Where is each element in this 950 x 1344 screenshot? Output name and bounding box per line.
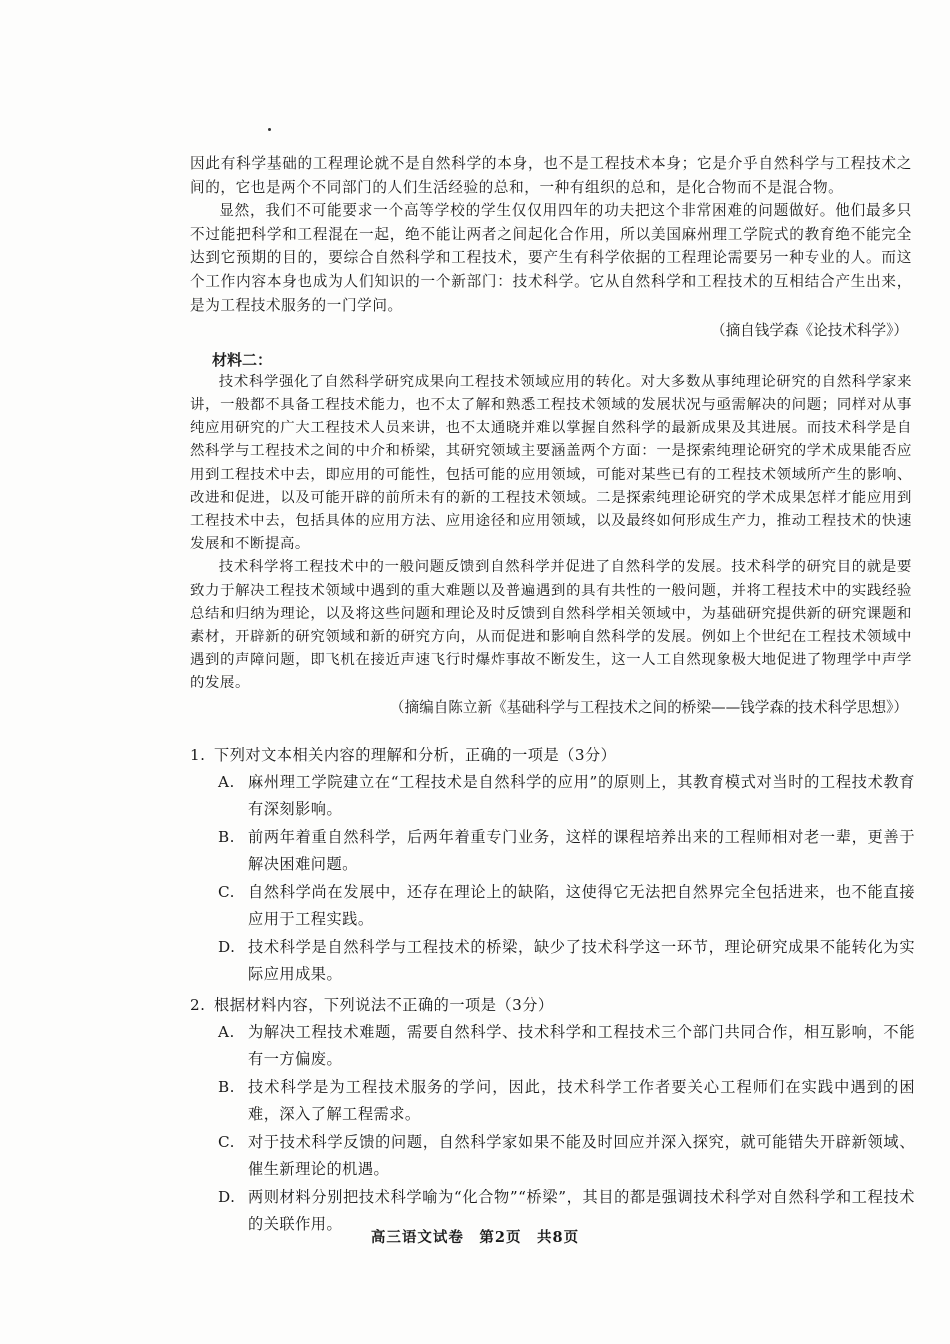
material1-paragraph-1: 因此有科学基础的工程理论就不是自然科学的本身，也不是工程技术本身；它是介乎自然科学与工程技术之间的，它也是两个不同部门的人们生活经验的总和，一种有组织的总和，是化合物而不是混合物。 [190,155,912,196]
option-d [218,934,915,988]
option-b [218,824,915,878]
option-a [218,769,915,823]
option-text: 两则材料分别把技术科学喻为“化合物”“桥梁”，其目的都是强调技术科学对自然科学和工程技术的关联作用。 [248,1188,915,1233]
option-letter: C. [218,883,235,901]
material2-heading: 材料二： [212,350,273,369]
question-number: 2. [190,996,206,1014]
page-footer: 高三语文试卷 第2页 共8页 [370,1229,580,1246]
question-text: 下列对文本相关内容的理解和分析，正确的一项是（3分） [214,746,617,764]
material1-source: （摘自钱学森《论技术科学》） [710,322,908,340]
material2-section [190,349,912,720]
scan-dot [268,128,271,131]
question-1 [190,742,915,988]
question-number: 1. [190,746,206,764]
option-letter: B. [218,828,235,846]
material2-paragraph-2: 技术科学将工程技术中的一般问题反馈到自然科学并促进了自然科学的发展。技术科学的研究目的就是要致力于解决工程技术领域中遇到的重大难题以及普遍遇到的具有共性的一般问题，并将工程技术中的实践经验总结和归纳为理论，以及将这些问题和理论及时反馈到自然科学相关领域中，为基础研究提供新的研究课题和素材，开辟新的研究领域和新的研究方向，从而促进和影响自然科学的发展。例如上个世纪在工程技术领域中遇到的声障问题，即飞机在接近声速飞行时爆炸事故不断发生，这一人工自然现象极大地促进了物理学中声学的发展。 [190,559,912,692]
reading-passage [190,152,912,720]
material2-source: （摘编自陈立新《基础科学与工程技术之间的桥梁——钱学森的技术科学思想》） [389,698,908,716]
material2-paragraph-1: 技术科学强化了自然科学研究成果向工程技术领域应用的转化。对大多数从事纯理论研究的自然科学家来讲，一般都不具备工程技术能力，也不太了解和熟悉工程技术领域的发展状况与亟需解决的问题；同样对从事纯应用研究的广大工程技术人员来讲，也不太通晓并难以掌握自然科学的最新成果及其进展。而技术科学是自然科学与工程技术之间的中介和桥梁，其研究领域主要涵盖两个方面：一是探索纯理论研究的学术成果能否应用到工程技术中去，即应用的可能性，包括可能的应用领域，可能对某些已有的工程技术领域所产生的影响、改进和促进，以及可能开辟的前所未有的新的工程技术领域。二是探索纯理论研究的学术成果怎样才能应用到工程技术中去，包括具体的应用方法、应用途径和应用领域，以及最终如何形成生产力，推动工程技术的快速发展和不断提高。 [190,373,912,553]
option-c [218,879,915,933]
material1-paragraph-2: 显然，我们不可能要求一个高等学校的学生仅仅用四年的功夫把这个非常困难的问题做好。他们最多只不过能把科学和工程混在一起，绝不能让两者之间起化合作用，所以美国麻州理工学院式的教育绝不能完全达到它预期的目的，要综合自然科学和工程技术，要产生有科学依据的工程理论需要另一种专业的人。而这个工作内容本身也成为人们知识的一个新部门：技术科学。它从自然科学和工程技术的互相结合产生出来，是为工程技术服务的一门学问。 [190,202,912,314]
question-2 [190,992,915,1238]
option-letter: A. [218,773,235,791]
question-stem [190,992,915,1018]
questions-section [190,742,915,1238]
option-c [218,1129,915,1183]
option-letter: D. [218,938,236,956]
option-text: 技术科学是为工程技术服务的学问，因此，技术科学工作者要关心工程师们在实践中遇到的困难，深入了解工程需求。 [248,1078,915,1123]
option-a [218,1019,915,1073]
option-letter: A. [218,1023,235,1041]
option-text: 对于技术科学反馈的问题，自然科学家如果不能及时回应并深入探究，就可能错失开辟新领域、催生新理论的机遇。 [248,1133,915,1178]
option-text: 麻州理工学院建立在“工程技术是自然科学的应用”的原则上，其教育模式对当时的工程技术教育有深刻影响。 [248,773,915,818]
option-text: 为解决工程技术难题，需要自然科学、技术科学和工程技术三个部门共同合作，相互影响，不能有一方偏废。 [248,1023,915,1068]
option-text: 技术科学是自然科学与工程技术的桥梁，缺少了技术科学这一环节，理论研究成果不能转化为实际应用成果。 [248,938,915,983]
option-text: 自然科学尚在发展中，还存在理论上的缺陷，这使得它无法把自然界完全包括进来，也不能直接应用于工程实践。 [248,883,915,928]
question-stem [190,742,915,768]
option-letter: B. [218,1078,235,1096]
question-text: 根据材料内容，下列说法不正确的一项是（3分） [214,996,554,1014]
option-b [218,1074,915,1128]
option-letter: C. [218,1133,235,1151]
option-letter: D. [218,1188,236,1206]
option-text: 前两年着重自然科学，后两年着重专门业务，这样的课程培养出来的工程师相对老一辈，更善于解决困难问题。 [248,828,915,873]
